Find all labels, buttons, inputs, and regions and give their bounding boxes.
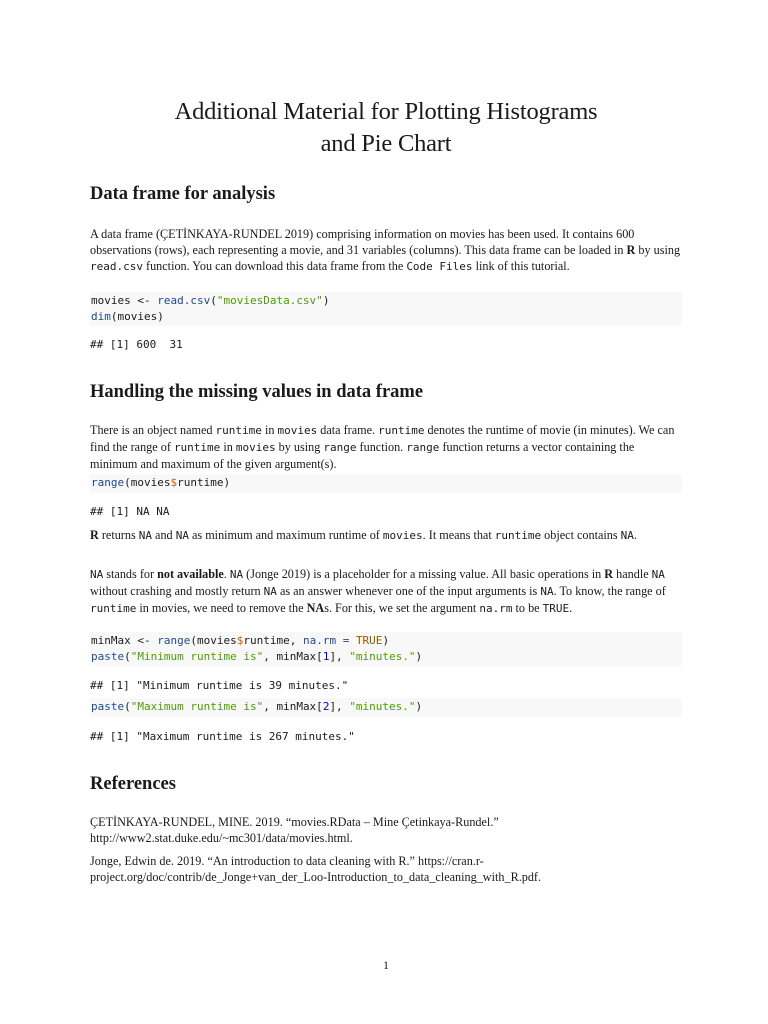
page-number: 1 bbox=[383, 958, 389, 972]
code-block-read-csv bbox=[90, 292, 682, 326]
code-line: paste("Maximum runtime is", minMax[2], "minutes.") bbox=[91, 700, 423, 713]
code-block-minmax bbox=[90, 632, 682, 666]
section-heading-references: References bbox=[90, 774, 176, 794]
paragraph-runtime-range: There is an object named runtime in movies data frame. runtime denotes the runtime of movie (in minutes). We can find the range of runtime in movies by using range function. range function returns a vector containing the minimum and maximum of the given argument(s). bbox=[90, 423, 675, 471]
code-output: ## [1] "Maximum runtime is 267 minutes." bbox=[90, 730, 355, 743]
code-output: ## [1] "Minimum runtime is 39 minutes." bbox=[90, 679, 349, 692]
paragraph-na-explained: NA stands for not available. NA (Jonge 2019) is a placeholder for a missing value. All basic operations in R handle NA without crashing and mostly return NA as an answer whenever one of the input arguments is NA. To know, the range of runtime in movies, we need to remove the NAs. For this, we set the argument na.rm to be TRUE. bbox=[90, 567, 666, 615]
reference-item: Jonge, Edwin de. 2019. “An introduction to data cleaning with R.” https://cran.r-project.org/doc/contrib/de_Jonge+van_der_Loo-Introduction_to_data_cleaning_with_R.pdf. bbox=[90, 854, 542, 884]
code-block-range bbox=[90, 474, 682, 493]
code-output: ## [1] NA NA bbox=[90, 505, 170, 518]
paragraph-na-result: R returns NA and NA as minimum and maximum runtime of movies. It means that runtime object contains NA. bbox=[90, 528, 637, 542]
paragraph-data-frame-intro: A data frame (ÇETİNKAYA-RUNDEL 2019) comprising information on movies has been used. It contains 600 observations (rows), each representing a movie, and 31 variables (columns). This data frame can be loaded in R by using read.csv function. You can download this data frame from the Code Files link of this tutorial. bbox=[90, 227, 681, 273]
document-title bbox=[90, 96, 682, 160]
code-line: dim(movies) bbox=[91, 309, 164, 323]
code-line: movies <- read.csv("moviesData.csv") bbox=[91, 294, 330, 307]
reference-item: ÇETİNKAYA-RUNDEL, MINE. 2019. “movies.RData – Mine Çetinkaya-Rundel.” http://www2.stat.duke.edu/~mc301/data/movies.html. bbox=[90, 815, 499, 845]
title-line-1: Additional Material for Plotting Histograms bbox=[174, 98, 598, 125]
code-line: minMax <- range(movies$runtime, na.rm = TRUE) bbox=[91, 634, 390, 647]
code-block-paste-max bbox=[90, 698, 682, 717]
code-line: range(movies$runtime) bbox=[91, 476, 231, 489]
title-line-2: and Pie Chart bbox=[320, 130, 452, 157]
code-line: paste("Minimum runtime is", minMax[1], "minutes.") bbox=[91, 649, 423, 663]
section-heading-missing-values: Handling the missing values in data frame bbox=[90, 382, 424, 402]
code-output: ## [1] 600 31 bbox=[90, 338, 183, 351]
section-heading-data-frame: Data frame for analysis bbox=[90, 184, 276, 204]
